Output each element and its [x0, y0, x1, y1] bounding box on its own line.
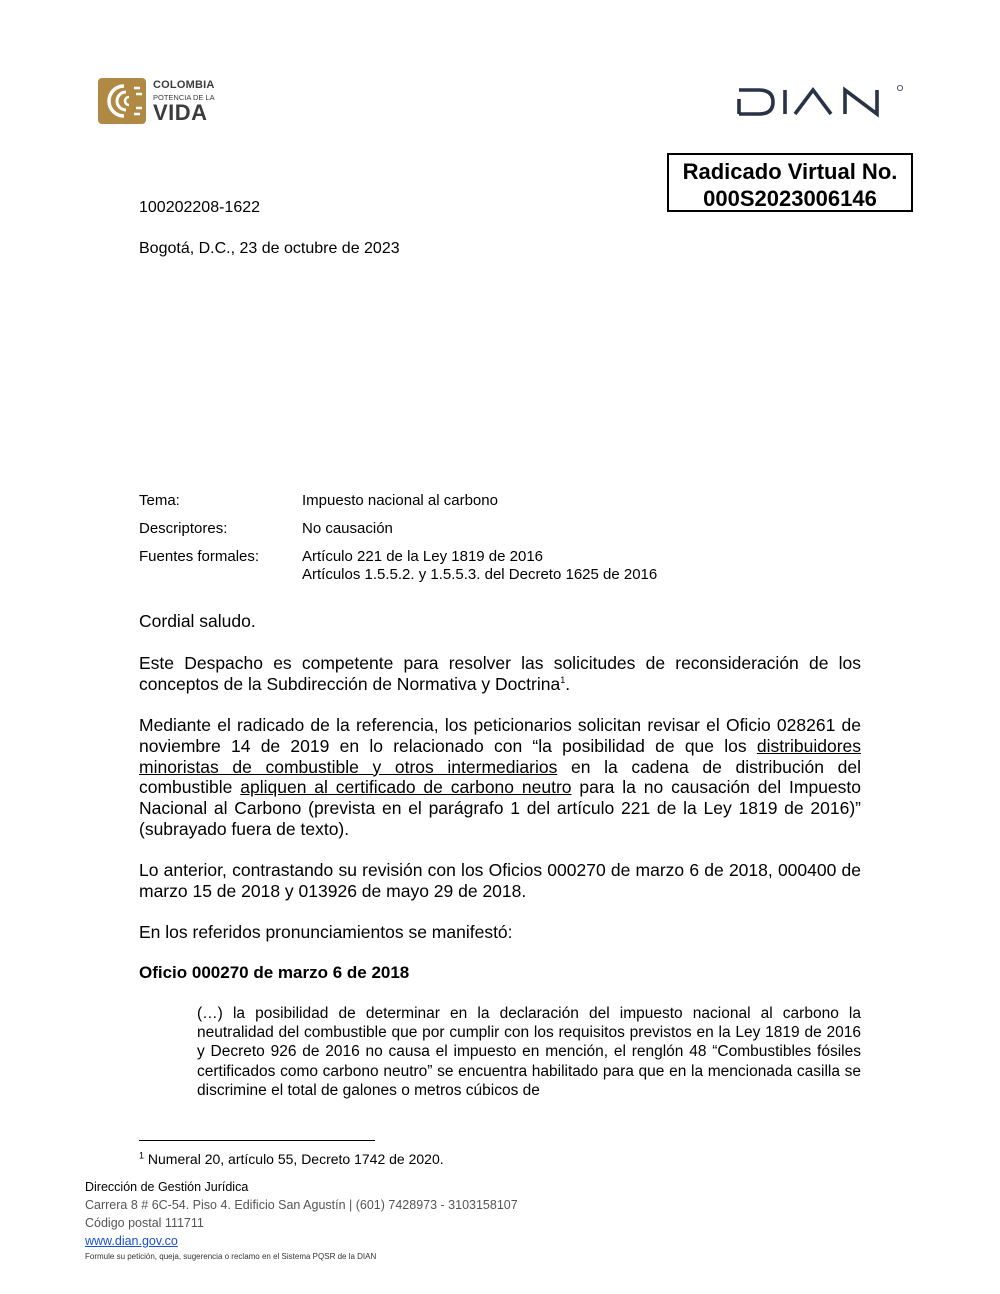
paragraph-pronouncements: En los referidos pronunciamientos se manifestó:	[139, 922, 513, 942]
quoted-text: (…) la posibilidad de determinar en la declaración del impuesto nacional al carbono la neutralidad del combustible que por cumplir con los requisitos previstos en la Ley 1819 de 2016 y Decreto 926 de 2016 no causa el impuesto en mención, el renglón 48 “Combustibles fósiles certificados como carbono neutro” se encuentra habilitado para que en la mencionada casilla se discrimine el total de galones o metros cúbicos de	[197, 1005, 861, 1099]
place-and-date: Bogotá, D.C., 23 de octubre de 2023	[139, 240, 400, 257]
paragraph-request-c: para la no causación del Impuesto Nacional al Carbono (prevista en el parágrafo 1 del artículo 221 de la Ley 1819 de 2016)” (subrayado fuera de texto).	[139, 777, 861, 839]
colombia-logo-mark-icon	[98, 78, 146, 124]
colombia-potencia-de-la-vida-logo	[98, 76, 230, 126]
paragraph-request-b: en la cadena de distribución del combustible	[139, 756, 861, 798]
footnote-number: 1	[139, 1150, 145, 1161]
logo-text-potencia: POTENCIA DE LA	[153, 93, 215, 102]
footnote-ref-1: 1	[560, 674, 566, 685]
underlined-certificado: apliquen al certificado de carbono neutro	[240, 777, 572, 798]
footer-office: Dirección de Gestión Jurídica	[85, 1180, 249, 1194]
descriptores-value: No causación	[302, 520, 393, 537]
paragraph-request-a: Mediante el radicado de la referencia, los peticionarios solicitan revisar el Oficio 028261 de noviembre 14 de 2019 en lo relacionado con “la posibilidad de que los	[139, 715, 861, 756]
footnote-separator	[139, 1140, 375, 1141]
dian-logo	[737, 84, 905, 118]
heading-oficio-000270: Oficio 000270 de marzo 6 de 2018	[139, 963, 410, 982]
paragraph-competence-text: Este Despacho es competente para resolver las solicitudes de reconsideración de los conceptos de la Subdirección de Normativa y Doctrina	[139, 653, 861, 694]
footnote-text: Numeral 20, artículo 55, Decreto 1742 de 2020.	[144, 1151, 444, 1167]
greeting: Cordial saludo.	[139, 611, 256, 631]
radicado-label: Radicado Virtual No.	[682, 159, 898, 184]
reference-number: 100202208-1622	[139, 199, 261, 216]
paragraph-competence-end: .	[565, 673, 571, 694]
fuentes-value-2: Artículos 1.5.5.2. y 1.5.5.3. del Decreto 1625 de 2016	[302, 566, 658, 583]
radicado-box	[667, 153, 913, 212]
paragraph-contrast: Lo anterior, contrastando su revisión con los Oficios 000270 de marzo 6 de 2018, 000400 de marzo 15 de 2018 y 013926 de mayo 29 de 2018.	[139, 860, 861, 901]
footer-website-link[interactable]: www.dian.gov.co	[85, 1234, 178, 1248]
descriptores-label: Descriptores:	[139, 520, 228, 537]
paragraph-request	[139, 715, 861, 840]
footer-address: Carrera 8 # 6C-54. Piso 4. Edificio San Agustín | (601) 7428973 - 3103158107	[85, 1198, 518, 1212]
fuentes-value-1: Artículo 221 de la Ley 1819 de 2016	[302, 548, 544, 565]
logo-text-colombia: COLOMBIA	[153, 79, 215, 91]
footer-pqsr-note: Formule su petición, queja, sugerencia o reclamo en el Sistema PQSR de la DIAN	[85, 1252, 377, 1261]
footnote-1	[139, 1151, 444, 1167]
tema-value: Impuesto nacional al carbono	[302, 492, 498, 509]
fuentes-label: Fuentes formales:	[139, 548, 260, 565]
radicado-number: 000S2023006146	[703, 186, 877, 211]
paragraph-competence	[139, 653, 861, 695]
footer-postal-code: Código postal 111711	[85, 1216, 204, 1230]
logo-text-vida: VIDA	[153, 100, 208, 125]
tema-label: Tema:	[139, 492, 180, 509]
underlined-distribuidores: distribuidores minoristas de combustible y otros intermediarios	[139, 735, 861, 777]
